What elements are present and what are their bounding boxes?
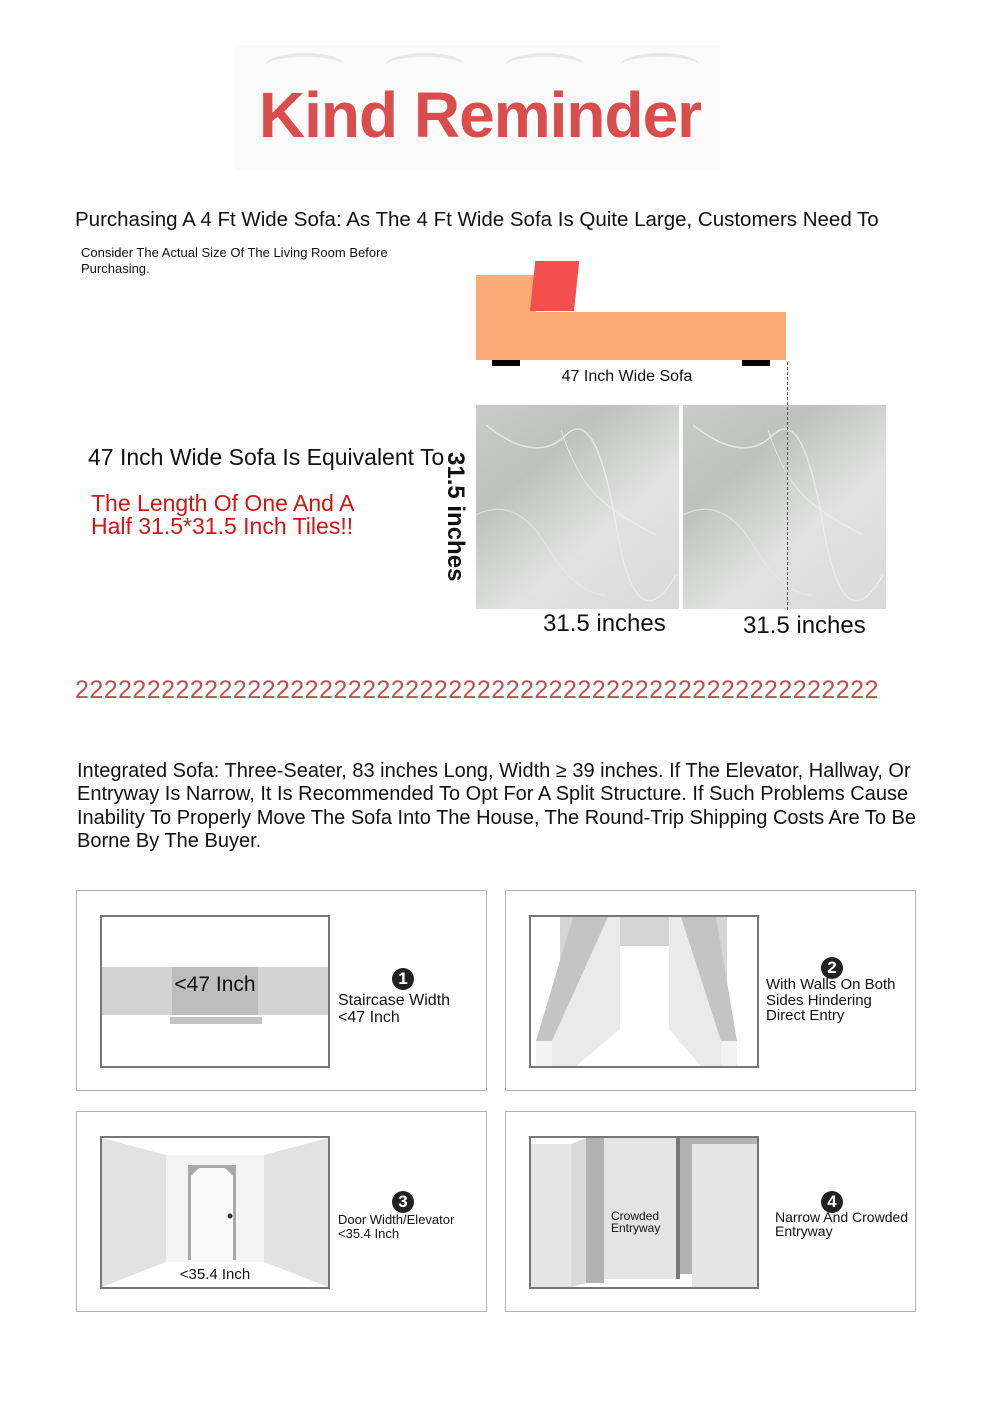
corridor-picture — [529, 915, 759, 1068]
measure-dashed-line — [787, 362, 788, 610]
page-title: Kind Reminder — [258, 79, 702, 151]
staircase-picture — [100, 915, 330, 1068]
separator-line: 22222222222222222222222222222222222222222222222222222222 — [75, 676, 879, 704]
picture-label: <47 Inch — [174, 973, 256, 996]
equivalent-text: 47 Inch Wide Sofa Is Equivalent To — [88, 444, 445, 470]
intro-line-1: Purchasing A 4 Ft Wide Sofa: As The 4 Ft Wide Sofa Is Quite Large, Customers Need To — [75, 208, 879, 231]
card-caption: Door Width/Elevator <35.4 Inch — [338, 1212, 455, 1241]
notice-paragraph: Integrated Sofa: Three-Seater, 83 inches Long, Width ≥ 39 inches. If The Elevator, Hallway, Or Entryway Is Narrow, It Is Recommended To Opt For A Split Structure. If Such Problems Cause Inability To Properly Move The Sofa Into The House, The Round-Trip Shipping Costs Are To Be Borne By The Buyer. — [77, 760, 916, 852]
sofa-width-label: 47 Inch Wide Sofa — [561, 368, 693, 385]
card-caption: With Walls On Both Sides Hindering Direct Entry — [766, 976, 896, 1024]
sofa-leg — [742, 360, 770, 366]
sofa-pillow — [530, 261, 579, 311]
card-corridor — [505, 890, 916, 1091]
tile-width-label: 31.5 inches — [543, 610, 666, 637]
door-picture — [100, 1136, 330, 1289]
card-caption: Staircase Width <47 Inch — [338, 992, 451, 1026]
cloud-decoration — [385, 53, 465, 79]
sofa-seat — [476, 312, 786, 360]
marble-tile — [476, 405, 679, 609]
number-badge: 1 — [392, 968, 414, 990]
card-entryway — [505, 1111, 916, 1312]
card-door — [76, 1111, 487, 1312]
marble-veins — [476, 405, 679, 609]
number-badge: 2 — [821, 957, 843, 979]
picture-label: Crowded Entryway — [611, 1209, 661, 1235]
card-staircase — [76, 890, 487, 1091]
tile-width-label: 31.5 inches — [743, 612, 866, 639]
number-badge: 4 — [821, 1191, 843, 1213]
entryway-picture — [529, 1136, 759, 1289]
cloud-decoration — [265, 53, 345, 79]
corridor-drawing — [531, 917, 757, 1066]
number-badge: 3 — [392, 1191, 414, 1213]
highlight-text: The Length Of One And A Half 31.5*31.5 Inch Tiles!! — [91, 490, 354, 539]
card-caption: Narrow And Crowded Entryway — [775, 1209, 909, 1239]
intro-line-2: Consider The Actual Size Of The Living Room Before Purchasing. — [81, 245, 388, 276]
cloud-decoration — [620, 53, 700, 79]
cloud-decoration — [505, 53, 585, 79]
picture-label: <35.4 Inch — [179, 1266, 251, 1283]
room-drawing — [102, 1138, 328, 1287]
marble-veins — [683, 405, 886, 609]
tile-height-label: 31.5 inches — [442, 452, 469, 582]
marble-tile — [683, 405, 886, 609]
sofa-leg — [492, 360, 520, 366]
